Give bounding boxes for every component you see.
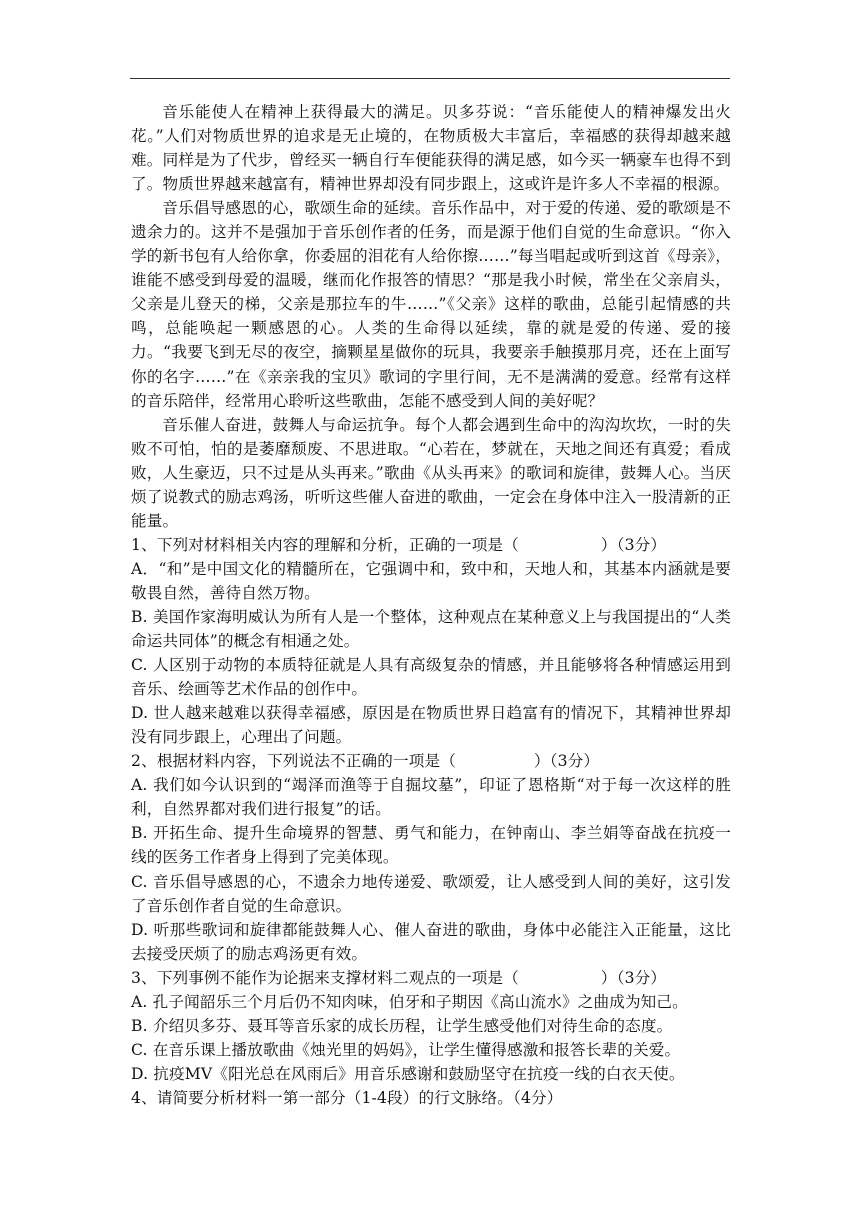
passage-paragraph: 音乐催人奋进，鼓舞人与命运抗争。每个人都会遇到生命中的沟沟坎坎，一时的失败不可怕，怕的是萎靡颓废、不思进取。“心若在，梦就在，天地之间还有真爱；看成败，人生豪迈，只不过是从头再来。”歌曲《从头再来》的歌词和旋律，鼓舞人心。当厌烦了说教式的励志鸡汤，听听这些催人奋进的歌曲，一定会在身体中注入一股清新的正能量。 <box>131 415 731 530</box>
option-b: B. 开拓生命、提升生命境界的智慧、勇气和能力，在钟南山、李兰娟等奋战在抗疫一线的医务工作者身上得到了完美体现。 <box>131 824 731 867</box>
option-c: C. 在音乐课上播放歌曲《烛光里的妈妈》，让学生懂得感激和报答长辈的关爱。 <box>131 1040 681 1059</box>
option-d: D. 抗疫MV《阳光总在风雨后》用音乐感谢和鼓励坚守在抗疫一线的白衣天使。 <box>131 1064 685 1083</box>
question-1-stem: 1、下列对材料相关内容的理解和分析，正确的一项是（ ）（3分） <box>131 535 667 554</box>
passage-paragraph: 音乐倡导感恩的心，歌颂生命的延续。音乐作品中，对于爱的传递、爱的歌颂是不遗余力的。这并不是强加于音乐创作者的任务，而是源于他们自觉的生命意识。“你入学的新书包有人给你拿，你委屈的泪花有人给你擦……”每当唱起或听到这首《母亲》，谁能不感受到母爱的温暖，继而化作报答的情思？“那是我小时候，常坐在父亲肩头，父亲是儿登天的梯，父亲是那拉车的牛……”《父亲》这样的歌曲，总能引起情感的共鸣，总能唤起一颗感恩的心。人类的生命得以延续，靠的就是爱的传递、爱的接力。“我要飞到无尽的夜空，摘颗星星做你的玩具，我要亲手触摸那月亮，还在上面写你的名字……”在《亲亲我的宝贝》歌词的字里行间，无不是满满的爱意。经常有这样的音乐陪伴，经常用心聆听这些歌曲，怎能不感受到人间的美好呢？ <box>131 199 731 410</box>
option-b: B. 介绍贝多芬、聂耳等音乐家的成长历程，让学生感受他们对待生命的态度。 <box>131 1016 673 1035</box>
passage-paragraph: 音乐能使人在精神上获得最大的满足。贝多芬说：“音乐能使人的精神爆发出火花。”人们对物质世界的追求是无止境的，在物质极大丰富后，幸福感的获得却越来越难。同样是为了代步，曾经买一辆自行车便能获得的满足感，如今买一辆豪车也得不到了。物质世界越来越富有，精神世界却没有同步跟上，这或许是许多人不幸福的根源。 <box>131 103 731 194</box>
question-3-stem: 3、下列事例不能作为论据来支撑材料二观点的一项是（ ）（3分） <box>131 968 667 987</box>
option-a: A. 孔子闻韶乐三个月后仍不知肉味，伯牙和子期因《高山流水》之曲成为知己。 <box>131 992 688 1011</box>
option-d: D. 世人越来越难以获得幸福感，原因是在物质世界日趋富有的情况下，其精神世界却没有同步跟上，心理出了问题。 <box>131 704 731 747</box>
option-c: C. 音乐倡导感恩的心，不遗余力地传递爱、歌颂爱，让人感受到人间的美好，这引发了音乐创作者自觉的生命意识。 <box>131 872 731 915</box>
option-b: B. 美国作家海明威认为所有人是一个整体，这种观点在某种意义上与我国提出的“人类命运共同体”的概念有相通之处。 <box>131 607 731 651</box>
option-a: A. 我们如今认识到的“竭泽而渔等于自掘坟墓”，印证了恩格斯“对于每一次这样的胜利，自然界都对我们进行报复”的话。 <box>131 776 731 819</box>
question-2-stem: 2、根据材料内容，下列说法不正确的一项是（ ）（3分） <box>131 752 600 771</box>
question-4-stem: 4、请简要分析材料一第一部分（1-4段）的行文脉络。（4分） <box>131 1088 563 1107</box>
option-c: C. 人区别于动物的本质特征就是人具有高级复杂的情感，并且能够将各种情感运用到音乐、绘画等艺术作品的创作中。 <box>131 656 731 699</box>
document-body <box>131 100 731 1110</box>
option-d: D. 听那些歌词和旋律都能鼓舞人心、催人奋进的歌曲，身体中必能注入正能量，这比去接受厌烦了的励志鸡汤更有效。 <box>131 920 731 963</box>
option-a: A．“和”是中国文化的精髓所在，它强调中和，致中和，天地人和，其基本内涵就是要敬畏自然，善待自然万物。 <box>131 559 731 602</box>
header-rule <box>130 78 730 79</box>
